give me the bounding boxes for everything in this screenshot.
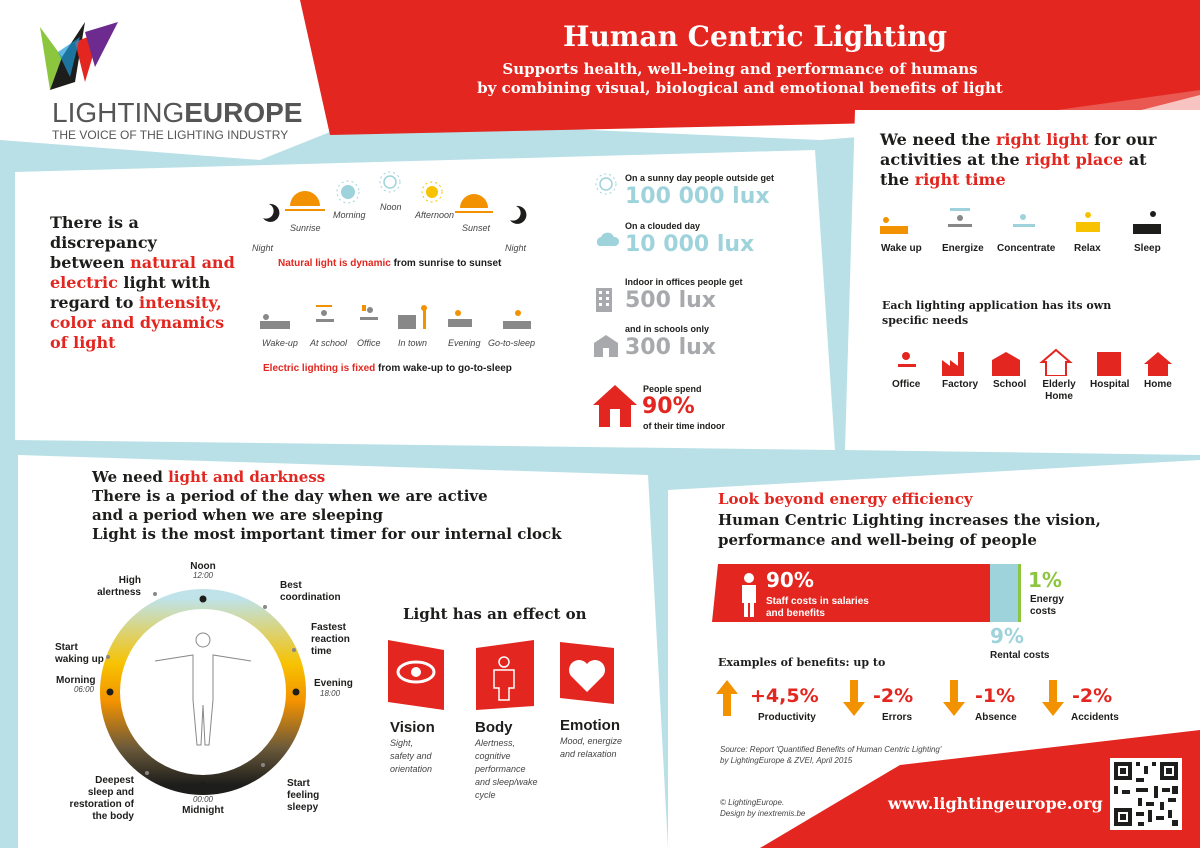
energy-cost-label: Energy costs: [1030, 594, 1064, 617]
sunny-day-label: On a sunny day people outside get: [625, 173, 775, 183]
electric-light-icons: [258, 305, 538, 335]
sofa-icon: [448, 319, 472, 327]
home-app-icon: [1144, 352, 1172, 376]
activity-energize: Energize: [942, 243, 984, 254]
effect-body-desc: Alertness, cognitive performance and sleep/wake cycle: [475, 738, 538, 800]
clouded-day-lux: 10 000 lux: [625, 232, 755, 257]
office-app-icon: [898, 352, 916, 367]
electric-light-caption: Electric lighting is fixed from wake-up to go-to-sleep: [263, 363, 512, 374]
human-figure-icon: [155, 633, 251, 745]
time-afternoon: Afternoon: [415, 210, 455, 220]
sun-afternoon-icon: [426, 186, 438, 198]
desk-icon: [316, 319, 334, 322]
brand-name: LIGHTINGEUROPE: [52, 97, 303, 128]
clock-best-coordination: Best coordination: [280, 580, 341, 603]
application-factory: Factory: [942, 379, 979, 390]
energy-cost-value: 1%: [1028, 568, 1062, 592]
bed-icon: [260, 321, 290, 329]
effect-emotion-desc: Mood, energize and relaxation: [560, 736, 623, 759]
office-lux: 500 lux: [625, 288, 716, 313]
house-icon: [593, 385, 637, 427]
hospital-app-icon: [1097, 352, 1121, 376]
time-sunset: Sunset: [462, 223, 491, 233]
clock-fastest-reaction: Fastest reaction time: [311, 622, 350, 657]
clock-midnight: Midnight: [182, 805, 224, 816]
effect-vision: Vision: [390, 719, 435, 736]
clock-high-alertness: High alertness: [97, 575, 141, 598]
school-lux: 300 lux: [625, 335, 716, 360]
concentrate-icon: [1013, 214, 1035, 227]
arrow-down-icon: [943, 680, 965, 716]
benefit-errors-label: Errors: [882, 712, 913, 723]
sunset-icon: [460, 194, 488, 208]
time-evening: Evening: [448, 338, 481, 348]
time-morning: Morning: [333, 210, 366, 220]
rental-cost-label: Rental costs: [990, 650, 1050, 661]
copyright-note: © LightingEurope. Design by inextremis.be: [720, 798, 806, 818]
town-icon: [398, 315, 416, 329]
time-office: Office: [357, 338, 381, 348]
office-building-icon: [596, 288, 612, 312]
time-night: Night: [252, 243, 274, 253]
brand-tagline: THE VOICE OF THE LIGHTING INDUSTRY: [52, 128, 289, 142]
activity-wake-up: Wake up: [881, 243, 922, 254]
page-subtitle: Supports health, well-being and performance of humans by combining visual, biological and emotional benefits of light: [477, 60, 1003, 97]
moon-icon: [263, 204, 279, 222]
time-in-town: In town: [398, 338, 428, 348]
school-building-icon: [594, 335, 618, 357]
clock-noon: Noon: [190, 561, 216, 572]
clock-deepest-sleep: Deepest sleep and restoration of the body: [69, 775, 134, 822]
staff-cost-label: Staff costs in salaries and benefits: [766, 596, 869, 619]
indoor-percent: 90%: [642, 394, 695, 419]
staff-cost-value: 90%: [766, 568, 814, 592]
arrow-up-icon: [716, 680, 738, 716]
indoor-label-2: of their time indoor: [643, 421, 725, 431]
activity-sleep: Sleep: [1134, 243, 1161, 254]
sunny-day-lux: 100 000 lux: [625, 184, 770, 209]
sun-noon-icon: [384, 176, 396, 188]
discrepancy-headline: There is a discrepancy between natural and electric light with regard to intensity, color and dynamics of light: [50, 213, 235, 352]
clock-evening: Evening: [314, 678, 353, 689]
sun-icon: [594, 172, 618, 196]
office-label: Indoor in offices people get: [625, 277, 743, 287]
sun-morning-icon: [341, 185, 355, 199]
application-hospital: Hospital: [1090, 379, 1130, 390]
relax-icon: [1076, 212, 1100, 232]
time-sunrise: Sunrise: [290, 223, 321, 233]
effect-title: Light has an effect on: [403, 605, 587, 623]
elderly-home-icon: [1042, 350, 1070, 376]
effect-body: Body: [475, 719, 513, 736]
clock-start-waking: Start waking up: [55, 642, 104, 665]
sleep-bed-icon: [503, 321, 531, 329]
page-title: Human Centric Lighting: [562, 20, 948, 53]
school-label: and in schools only: [625, 324, 710, 334]
application-elderly-home: Elderly Home: [1042, 379, 1076, 402]
sleep-icon: [1133, 211, 1161, 234]
benefit-productivity-value: +4,5%: [750, 685, 819, 707]
application-icons: [890, 348, 1180, 376]
qr-code-icon: [1110, 758, 1182, 830]
effect-vision-desc: Sight, safety and orientation: [390, 738, 433, 774]
circadian-clock: [95, 575, 315, 805]
time-night: Night: [505, 243, 527, 253]
rental-cost-value: 9%: [990, 624, 1024, 648]
benefit-productivity-label: Productivity: [758, 712, 816, 723]
clock-midnight-time: 00:00: [192, 795, 214, 804]
factory-app-icon: [942, 352, 964, 376]
sunrise-icon: [290, 191, 320, 206]
benefit-accidents-label: Accidents: [1071, 712, 1119, 723]
energize-icon: [948, 208, 972, 227]
benefit-accidents-value: -2%: [1072, 685, 1113, 707]
effect-emotion: Emotion: [560, 717, 620, 734]
activity-icons: [878, 208, 1168, 238]
application-home: Home: [1144, 379, 1172, 390]
clock-noon-time: 12:00: [192, 571, 214, 580]
time-wake-up: Wake-up: [262, 338, 298, 348]
arrow-down-icon: [1042, 680, 1064, 716]
clouded-day-label: On a clouded day: [625, 221, 701, 231]
time-noon: Noon: [380, 202, 402, 212]
activity-relax: Relax: [1074, 243, 1101, 254]
clock-morning: Morning: [56, 675, 96, 686]
wake-up-icon: [880, 217, 908, 234]
rental-cost-bar: [990, 564, 1018, 622]
cloud-icon: [594, 228, 620, 248]
energy-cost-bar: [1018, 564, 1021, 622]
office-icon: [360, 317, 378, 320]
source-note: Source: Report 'Quantified Benefits of Human Centric Lighting' by LightingEurope & ZVEI, April 2015: [720, 745, 942, 765]
time-go-to-sleep: Go-to-sleep: [488, 338, 536, 348]
benefit-errors-value: -2%: [873, 685, 914, 707]
natural-light-caption: Natural light is dynamic from sunrise to sunset: [278, 258, 502, 269]
right-light-headline: We need the right light for our activities at the right place at the right time: [880, 130, 1157, 189]
needs-text: Each lighting application has its own specific needs: [882, 299, 1112, 327]
clock-start-sleepy: Start feeling sleepy: [287, 778, 320, 813]
application-office: Office: [892, 379, 921, 390]
activity-concentrate: Concentrate: [997, 243, 1056, 254]
benefits-examples-label: Examples of benefits: up to: [718, 656, 886, 669]
moon-icon: [510, 206, 526, 224]
arrow-down-icon: [843, 680, 865, 716]
lightingeurope-logo: [40, 22, 120, 92]
effect-icons: [388, 640, 618, 715]
indoor-label: People spend: [643, 384, 702, 394]
clock-morning-time: 06:00: [73, 685, 94, 694]
application-school: School: [993, 379, 1027, 390]
efficiency-title: Look beyond energy efficiency: [718, 490, 973, 508]
efficiency-subtitle: Human Centric Lighting increases the vision, performance and well-being of people: [718, 511, 1101, 549]
benefit-absence-value: -1%: [975, 685, 1016, 707]
school-app-icon: [992, 352, 1020, 376]
time-at-school: At school: [310, 338, 348, 348]
clock-evening-time: 18:00: [320, 689, 341, 698]
darkness-headline: We need light and darkness There is a period of the day when we are active and a period when we are sleeping Light is the most important timer for our internal clock: [92, 468, 562, 543]
website-link[interactable]: www.lightingeurope.org: [888, 794, 1103, 813]
benefit-absence-label: Absence: [975, 712, 1017, 723]
